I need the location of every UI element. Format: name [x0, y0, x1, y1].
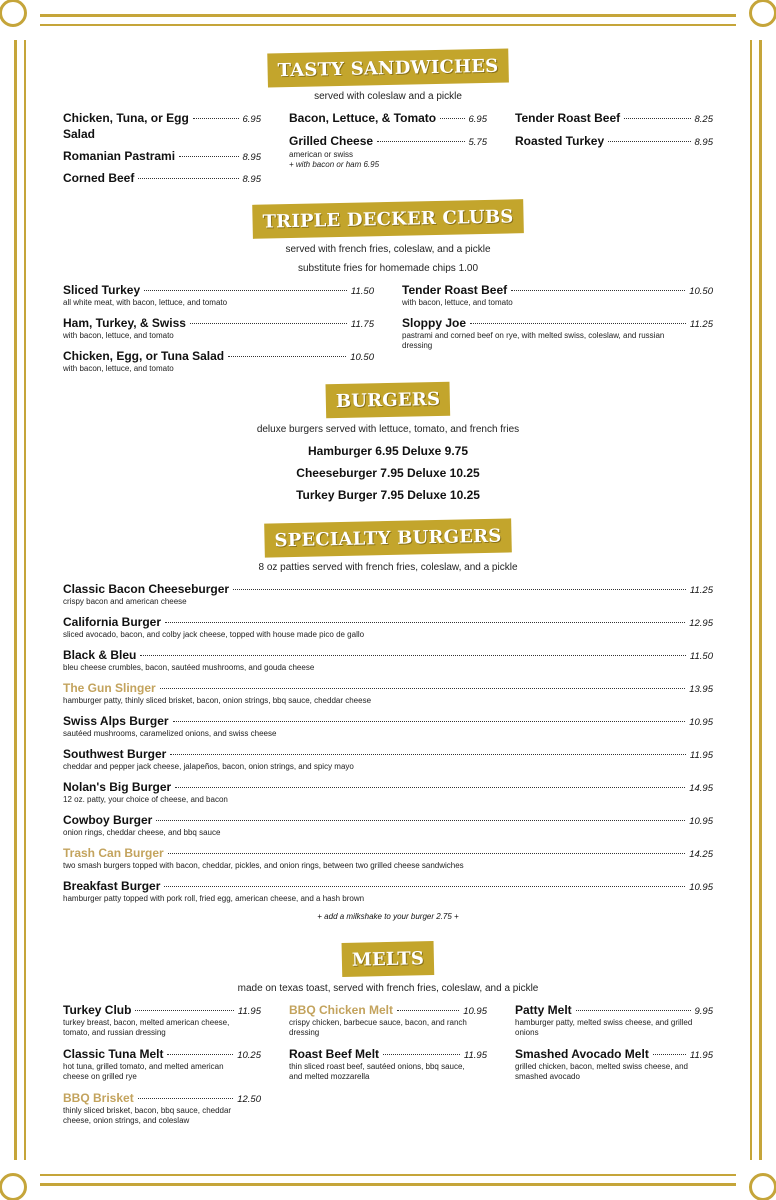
burger-price-line: Cheeseburger 7.95 Deluxe 10.25	[296, 466, 480, 480]
item-name: Classic Bacon Cheeseburger	[63, 582, 230, 596]
item-price: 10.95	[463, 1006, 487, 1017]
item-price: 11.95	[689, 1050, 713, 1061]
item-description: thinly sliced brisket, bacon, bbq sauce, cheddar	[63, 1106, 232, 1115]
clubs-heading: TRIPLE DECKER CLUBS	[252, 199, 524, 239]
item-description: hamburger patty topped with pork roll, fried egg, american cheese, and a hash brown	[63, 894, 365, 903]
item-description: onion rings, cheddar cheese, and bbq sauce	[63, 828, 221, 837]
item-price: 11.95	[237, 1006, 261, 1017]
item-price: 8.95	[694, 137, 713, 148]
item-price: 11.50	[689, 651, 713, 662]
item-description: turkey breast, bacon, melted american cheese,	[63, 1018, 230, 1027]
item-name: The Gun Slinger	[63, 681, 156, 695]
item-name: Swiss Alps Burger	[63, 714, 169, 728]
item-name: Roasted Turkey	[515, 134, 605, 148]
item-description: with bacon, lettuce, and tomato	[402, 298, 513, 307]
item-description: hamburger patty, thinly sliced brisket, bacon, onion strings, bbq sauce, cheddar cheese	[63, 696, 372, 705]
menu-item	[63, 316, 374, 330]
item-name: Ham, Turkey, & Swiss	[63, 316, 186, 330]
item-description-continued: cheese on grilled rye	[63, 1072, 137, 1081]
menu-item	[515, 1003, 713, 1017]
menu-item	[515, 1047, 713, 1061]
menu-item	[63, 879, 713, 893]
item-description: sliced avocado, bacon, and colby jack cheese, topped with house made pico de gallo	[63, 630, 365, 639]
sandwiches-subtitle: served with coleslaw and a pickle	[314, 91, 462, 102]
burger-price-line: Hamburger 6.95 Deluxe 9.75	[307, 444, 469, 458]
item-price: 12.95	[689, 618, 713, 629]
item-name: Tender Roast Beef	[515, 111, 621, 125]
burgers-heading: BURGERS	[325, 382, 450, 419]
item-description: hamburger patty, melted swiss cheese, and grilled	[515, 1018, 693, 1027]
milkshake-note: + add a milkshake to your burger 2.75 +	[317, 912, 459, 921]
item-name: Chicken, Egg, or Tuna Salad	[63, 349, 225, 363]
item-description: two smash burgers topped with bacon, cheddar, pickles, and onion rings, between two grilled cheese sandwiches	[63, 861, 464, 870]
item-description-continued: onions	[515, 1028, 539, 1037]
menu-item	[63, 111, 261, 125]
item-description: grilled chicken, bacon, melted swiss cheese, and	[515, 1062, 688, 1071]
item-price: 11.25	[689, 319, 713, 330]
menu-item-featured	[63, 846, 713, 860]
item-name: Grilled Cheese	[289, 134, 374, 148]
item-name: BBQ Brisket	[63, 1091, 134, 1105]
item-price: 8.95	[242, 152, 261, 163]
item-description: crispy chicken, barbecue sauce, bacon, and ranch	[289, 1018, 467, 1027]
item-name: Romanian Pastrami	[63, 149, 176, 163]
specialty-heading: SPECIALTY BURGERS	[264, 518, 512, 557]
item-price: 10.95	[689, 882, 713, 893]
item-name: Sliced Turkey	[63, 283, 141, 297]
menu-item	[63, 714, 713, 728]
item-name: Chicken, Tuna, or Egg	[63, 111, 189, 125]
item-description: with bacon, lettuce, and tomato	[63, 364, 174, 373]
item-name: Southwest Burger	[63, 747, 167, 761]
corner-ornament	[736, 1160, 766, 1190]
item-name: Sloppy Joe	[402, 316, 467, 330]
item-price: 5.75	[468, 137, 487, 148]
item-description: all white meat, with bacon, lettuce, and tomato	[63, 298, 228, 307]
menu-item-featured	[63, 681, 713, 695]
item-description-continued: smashed avocado	[515, 1072, 580, 1081]
corner-ornament	[10, 1160, 40, 1190]
menu-item	[63, 283, 374, 297]
item-price: 11.95	[463, 1050, 487, 1061]
item-description: american or swiss	[289, 150, 354, 159]
burgers-subtitle: deluxe burgers served with lettuce, tomato, and french fries	[256, 424, 520, 435]
item-name: Breakfast Burger	[63, 879, 161, 893]
menu-item	[63, 149, 261, 163]
item-addon: + with bacon or ham 6.95	[289, 160, 380, 169]
item-description: bleu cheese crumbles, bacon, sautéed mushrooms, and gouda cheese	[63, 663, 315, 672]
item-name: Patty Melt	[515, 1003, 572, 1017]
corner-ornament	[10, 10, 40, 40]
menu-item	[63, 813, 713, 827]
melts-heading: MELTS	[342, 941, 435, 977]
item-description-continued: and melted mozzarella	[289, 1072, 370, 1081]
menu-item	[63, 171, 261, 185]
menu-item	[515, 111, 713, 125]
item-name: BBQ Chicken Melt	[289, 1003, 394, 1017]
menu-item	[63, 747, 713, 761]
item-description-continued: cheese, onion strings, and coleslaw	[63, 1116, 190, 1125]
item-price: 6.95	[468, 114, 487, 125]
menu-item-featured	[63, 1091, 261, 1105]
item-name: Black & Bleu	[63, 648, 137, 662]
item-price: 14.95	[689, 783, 713, 794]
item-price: 10.95	[689, 816, 713, 827]
item-description-continued: dressing	[402, 341, 433, 350]
item-description: sautéed mushrooms, caramelized onions, and swiss cheese	[63, 729, 277, 738]
clubs-subtitle-2: substitute fries for homemade chips 1.00	[297, 263, 479, 274]
menu-item	[289, 1047, 487, 1061]
item-description: cheddar and pepper jack cheese, jalapeños, bacon, onion strings, and spicy mayo	[63, 762, 354, 771]
item-price: 12.50	[237, 1094, 261, 1105]
item-name: Cowboy Burger	[63, 813, 153, 827]
item-price: 11.75	[350, 319, 374, 330]
item-name: Nolan's Big Burger	[63, 780, 172, 794]
item-price: 10.50	[689, 286, 713, 297]
item-name-continued: Salad	[63, 127, 96, 141]
item-price: 8.95	[242, 174, 261, 185]
item-description-continued: dressing	[289, 1028, 320, 1037]
item-description: crispy bacon and american cheese	[63, 597, 187, 606]
burger-price-line: Turkey Burger 7.95 Deluxe 10.25	[296, 488, 480, 502]
item-price: 11.50	[350, 286, 374, 297]
item-description-continued: tomato, and russian dressing	[63, 1028, 166, 1037]
menu-item-featured	[289, 1003, 487, 1017]
item-price: 11.95	[689, 750, 713, 761]
item-description: hot tuna, grilled tomato, and melted american	[63, 1062, 224, 1071]
clubs-subtitle: served with french fries, coleslaw, and a pickle	[285, 244, 491, 255]
item-price: 10.50	[350, 352, 374, 363]
item-price: 11.25	[689, 585, 713, 596]
menu-item	[63, 1047, 261, 1061]
sandwiches-heading: TASTY SANDWICHES	[267, 48, 508, 87]
item-description: pastrami and corned beef on rye, with melted swiss, coleslaw, and russian	[402, 331, 665, 340]
menu-item	[289, 111, 487, 125]
item-price: 6.95	[242, 114, 261, 125]
item-name: Roast Beef Melt	[289, 1047, 380, 1061]
menu-item	[63, 582, 713, 596]
menu-item	[63, 648, 713, 662]
item-name: Bacon, Lettuce, & Tomato	[289, 111, 437, 125]
item-name: Classic Tuna Melt	[63, 1047, 164, 1061]
item-name: California Burger	[63, 615, 162, 629]
item-description: with bacon, lettuce, and tomato	[63, 331, 174, 340]
item-price: 8.25	[694, 114, 713, 125]
item-price: 9.95	[694, 1006, 713, 1017]
item-name: Turkey Club	[63, 1003, 132, 1017]
item-price: 13.95	[689, 684, 713, 695]
melts-subtitle: made on texas toast, served with french fries, coleslaw, and a pickle	[237, 983, 539, 994]
item-name: Smashed Avocado Melt	[515, 1047, 649, 1061]
menu-item	[289, 134, 487, 148]
item-description: thin sliced roast beef, sautéed onions, bbq sauce,	[289, 1062, 465, 1071]
specialty-subtitle: 8 oz patties served with french fries, coleslaw, and a pickle	[258, 562, 518, 573]
item-name: Tender Roast Beef	[402, 283, 508, 297]
item-price: 10.25	[237, 1050, 261, 1061]
menu-item	[402, 316, 713, 330]
menu-item	[63, 780, 713, 794]
menu-item	[63, 349, 374, 363]
item-price: 14.25	[689, 849, 713, 860]
corner-ornament	[736, 10, 766, 40]
item-description: 12 oz. patty, your choice of cheese, and bacon	[63, 795, 228, 804]
menu-item	[63, 615, 713, 629]
menu-item	[515, 134, 713, 148]
item-name: Corned Beef	[63, 171, 135, 185]
menu-item	[63, 1003, 261, 1017]
menu-item	[402, 283, 713, 297]
item-name: Trash Can Burger	[63, 846, 164, 860]
item-price: 10.95	[689, 717, 713, 728]
